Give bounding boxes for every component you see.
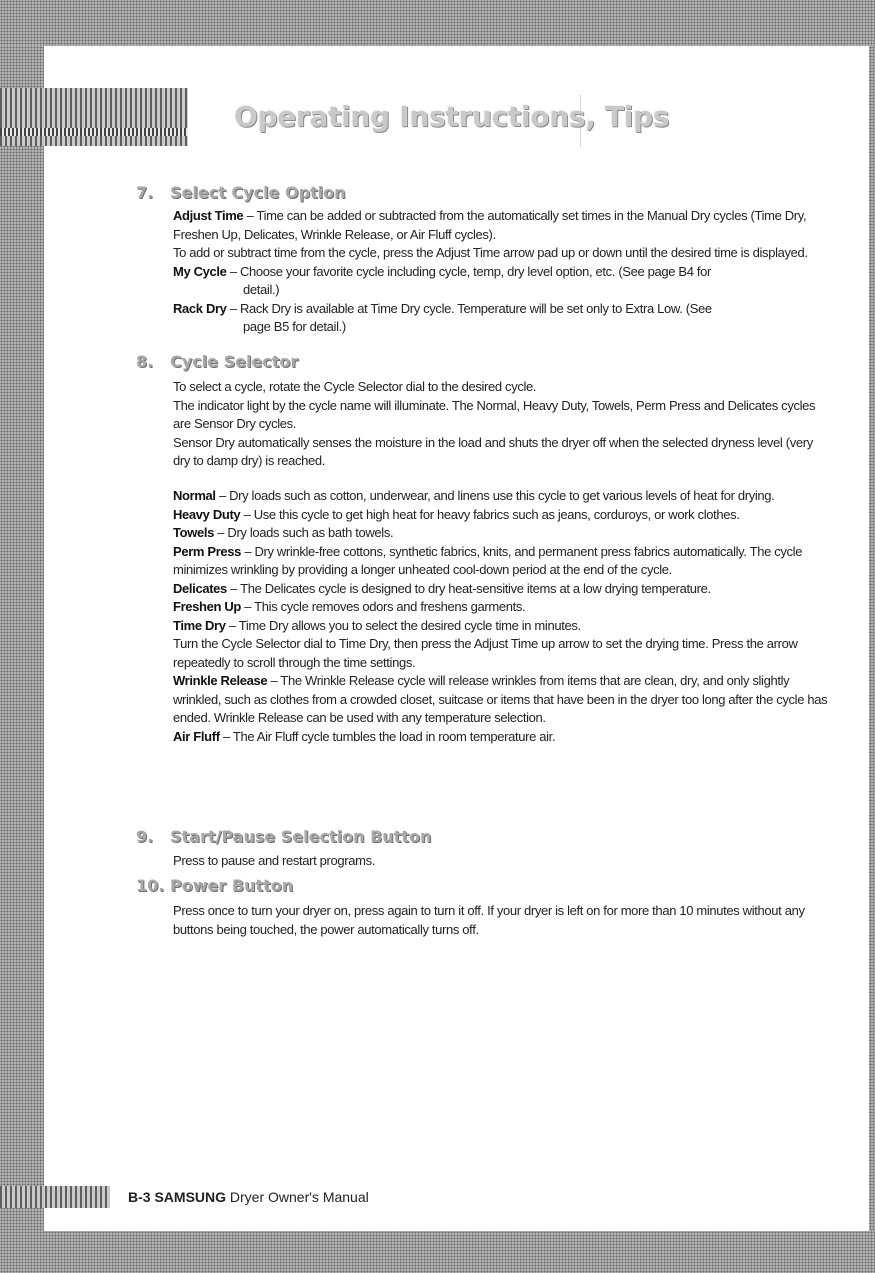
my-cycle-text-cont: detail.): [243, 282, 280, 297]
rack-dry-paragraph: [173, 300, 833, 337]
my-cycle-text: – Choose your favorite cycle including cycle, temp, dry level option, etc. (See page B4 for: [226, 263, 712, 279]
page-border-right: [869, 46, 875, 1231]
section-9-body: [173, 852, 833, 871]
cycle-term: Time Dry: [173, 617, 226, 633]
header-decoration: [0, 88, 188, 146]
cycle-term: Heavy Duty: [173, 506, 241, 522]
section-title: Power Button: [170, 876, 294, 895]
cycle-description: – Use this cycle to get high heat for heavy fabrics such as jeans, corduroys, or work clothes.: [240, 506, 740, 522]
cycle-item: [173, 617, 833, 636]
brand-name: SAMSUNG: [154, 1189, 227, 1205]
term-adjust-time: Adjust Time: [173, 208, 244, 223]
cycle-item: [173, 728, 833, 747]
section-number: 10.: [136, 876, 165, 895]
cycle-selector-paragraph-1: To select a cycle, rotate the Cycle Selector dial to the desired cycle.: [173, 379, 537, 394]
cycle-item: [173, 580, 833, 599]
cycle-selector-paragraph-3: Sensor Dry automatically senses the moisture in the load and shuts the dryer off when the selected dryness level (very dry to damp dry) is reached.: [173, 434, 813, 468]
cycle-description: – Dry loads such as cotton, underwear, and linens use this cycle to get various levels of heat for drying.: [215, 488, 775, 503]
time-dry-instructions: Turn the Cycle Selector dial to Time Dry, then press the Adjust Time up arrow to set the drying time. Press the arrow repeatedly to scroll through the time settings.: [173, 636, 798, 670]
cycle-description: – Dry loads such as bath towels.: [214, 525, 394, 540]
cycle-term: Air Fluff: [173, 728, 220, 744]
rack-dry-text-cont: page B5 for detail.): [243, 319, 346, 334]
page-border-top: [0, 0, 875, 46]
cycle-description: – Dry wrinkle-free cottons, synthetic fabrics, knits, and permanent press fabrics automatically. The cycle minimizes wrinkling by providing a longer unheated cool-down period at the end of the cycle.: [173, 543, 803, 577]
section-number: 8.: [136, 352, 154, 371]
power-button-paragraph: Press once to turn your dryer on, press again to turn it off. If your dryer is left on for more than 10 minutes without any buttons being touched, the power automatically turns off.: [173, 903, 805, 937]
section-title: Cycle Selector: [170, 352, 299, 371]
page-border-left: [0, 46, 44, 1273]
section-number: 9.: [136, 827, 154, 846]
adjust-time-paragraph: [173, 207, 833, 244]
page-title: Operating Instructions, Tips: [234, 100, 670, 133]
term-rack-dry: Rack Dry: [173, 300, 227, 316]
section-number: 7.: [136, 183, 154, 202]
section-8-body: [173, 378, 833, 471]
cycle-item: [173, 487, 833, 506]
cycle-description: – The Air Fluff cycle tumbles the load in room temperature air.: [219, 728, 556, 744]
cycle-item: [173, 524, 833, 543]
section-title: Select Cycle Option: [170, 183, 346, 202]
adjust-time-instructions: To add or subtract time from the cycle, press the Adjust Time arrow pad up or down until the desired time is displayed.: [173, 245, 808, 260]
cycle-description: – Time Dry allows you to select the desired cycle time in minutes.: [225, 617, 581, 633]
section-7-body: [173, 207, 833, 337]
section-10-body: [173, 902, 833, 939]
footer-text: [128, 1189, 369, 1205]
page-border-bottom: [0, 1231, 875, 1273]
my-cycle-paragraph: [173, 263, 833, 300]
cycle-list: [173, 487, 833, 746]
section-title: Start/Pause Selection Button: [170, 827, 432, 846]
cycle-item: [173, 598, 833, 617]
cycle-item: [173, 506, 833, 525]
cycle-term: Towels: [173, 525, 215, 540]
cycle-description: – The Delicates cycle is designed to dry heat-sensitive items at a low drying temperature.: [226, 580, 711, 596]
adjust-time-text: – Time can be added or subtracted from the automatically set times in the Manual Dry cycles (Time Dry, Freshen Up, Delicates, Wrinkle Release, or Air Fluff cycles).: [173, 208, 807, 242]
footer-decoration: [0, 1186, 110, 1208]
page-number: B-3: [128, 1189, 151, 1205]
manual-name: Dryer Owner's Manual: [229, 1189, 369, 1205]
term-my-cycle: My Cycle: [173, 263, 227, 279]
cycle-item: [173, 543, 833, 580]
cycle-description: – The Wrinkle Release cycle will release wrinkles from items that are clean, dry, and only slightly wrinkled, such as clothes from a crowded closet, suitcase or items that have been in the dryer too long after the cycle has ended. Wrinkle Release can be used with any temperature selection.: [173, 673, 828, 725]
cycle-selector-paragraph-2: The indicator light by the cycle name will illuminate. The Normal, Heavy Duty, Towels, Perm Press and Delicates cycles are Sensor Dry cycles.: [173, 397, 816, 431]
cycle-term: Normal: [173, 488, 216, 503]
rack-dry-text: – Rack Dry is available at Time Dry cycle. Temperature will be set only to Extra Low. (See: [226, 300, 712, 316]
cycle-term: Delicates: [173, 580, 227, 596]
cycle-term: Wrinkle Release: [173, 673, 268, 688]
cycle-description: – This cycle removes odors and freshens garments.: [241, 599, 526, 614]
cycle-term: Freshen Up: [173, 599, 242, 614]
start-pause-paragraph: Press to pause and restart programs.: [173, 853, 376, 868]
cycle-term: Perm Press: [173, 543, 242, 559]
page-footer: [0, 1186, 500, 1210]
cycle-item: [173, 672, 833, 728]
